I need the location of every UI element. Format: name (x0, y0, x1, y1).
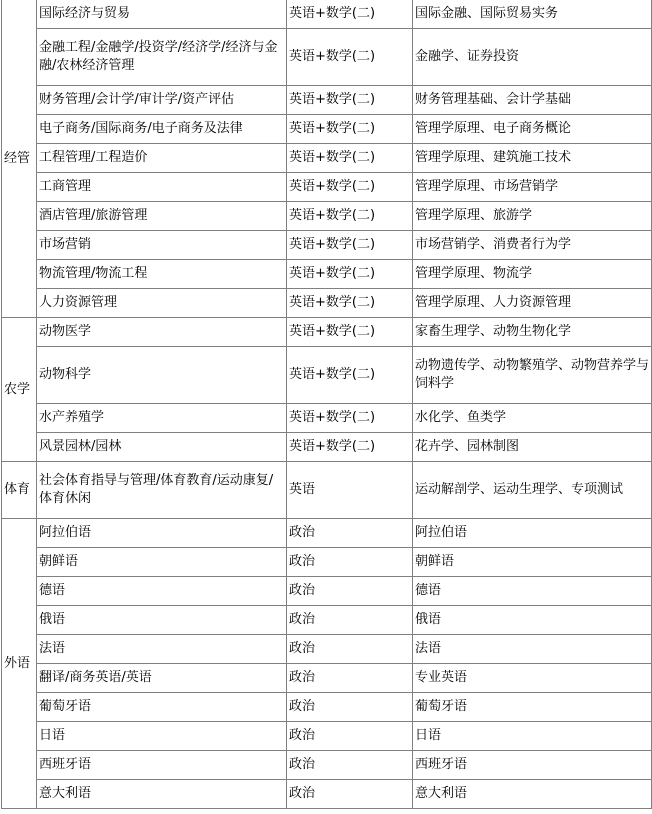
category-cell: 体育 (2, 462, 37, 519)
exam-cell: 英语+数学(二) (287, 115, 413, 144)
professional-cell: 管理学原理、市场营销学 (413, 173, 652, 202)
major-cell: 工商管理 (37, 173, 287, 202)
professional-cell: 管理学原理、电子商务概论 (413, 115, 652, 144)
exam-cell: 政治 (287, 577, 413, 606)
exam-cell: 英语+数学(二) (287, 231, 413, 260)
professional-cell: 朝鲜语 (413, 548, 652, 577)
professional-cell: 西班牙语 (413, 751, 652, 780)
exam-cell: 英语+数学(二) (287, 433, 413, 462)
major-cell: 俄语 (37, 606, 287, 635)
exam-cell: 英语+数学(二) (287, 260, 413, 289)
professional-cell: 管理学原理、建筑施工技术 (413, 144, 652, 173)
major-cell: 阿拉伯语 (37, 519, 287, 548)
table-row (2, 693, 652, 722)
table-row (2, 462, 652, 519)
professional-cell: 国际金融、国际贸易实务 (413, 0, 652, 29)
exam-cell: 英语+数学(二) (287, 202, 413, 231)
table-row (2, 404, 652, 433)
table-row (2, 664, 652, 693)
table-row (2, 29, 652, 86)
table-row (2, 289, 652, 318)
table-row (2, 606, 652, 635)
professional-cell: 水化学、鱼类学 (413, 404, 652, 433)
major-cell: 朝鲜语 (37, 548, 287, 577)
table-row (2, 751, 652, 780)
professional-cell: 意大利语 (413, 780, 652, 809)
major-cell: 动物医学 (37, 318, 287, 347)
exam-cell: 英语+数学(二) (287, 173, 413, 202)
major-cell: 财务管理/会计学/审计学/资产评估 (37, 86, 287, 115)
major-cell: 日语 (37, 722, 287, 751)
exam-cell: 英语 (287, 462, 413, 519)
major-cell: 意大利语 (37, 780, 287, 809)
table-row (2, 433, 652, 462)
professional-cell: 金融学、证券投资 (413, 29, 652, 86)
table-row (2, 635, 652, 664)
major-cell: 工程管理/工程造价 (37, 144, 287, 173)
exam-cell: 英语+数学(二) (287, 86, 413, 115)
exam-cell: 政治 (287, 693, 413, 722)
table-row (2, 722, 652, 751)
professional-cell: 阿拉伯语 (413, 519, 652, 548)
major-exam-table (1, 0, 652, 809)
major-cell: 人力资源管理 (37, 289, 287, 318)
major-cell: 德语 (37, 577, 287, 606)
table-row (2, 144, 652, 173)
exam-cell: 英语+数学(二) (287, 289, 413, 318)
professional-cell: 管理学原理、物流学 (413, 260, 652, 289)
professional-cell: 管理学原理、人力资源管理 (413, 289, 652, 318)
exam-cell: 政治 (287, 664, 413, 693)
exam-cell: 政治 (287, 780, 413, 809)
major-cell: 翻译/商务英语/英语 (37, 664, 287, 693)
exam-cell: 政治 (287, 548, 413, 577)
professional-cell: 日语 (413, 722, 652, 751)
major-cell: 西班牙语 (37, 751, 287, 780)
major-cell: 电子商务/国际商务/电子商务及法律 (37, 115, 287, 144)
professional-cell: 市场营销学、消费者行为学 (413, 231, 652, 260)
table-row (2, 318, 652, 347)
major-cell: 金融工程/金融学/投资学/经济学/经济与金融/农林经济管理 (37, 29, 287, 86)
table-row (2, 231, 652, 260)
table-row (2, 173, 652, 202)
exam-cell: 英语+数学(二) (287, 144, 413, 173)
table-row (2, 202, 652, 231)
major-cell: 市场营销 (37, 231, 287, 260)
professional-cell: 财务管理基础、会计学基础 (413, 86, 652, 115)
table-row (2, 260, 652, 289)
category-cell: 经管 (2, 0, 37, 318)
table-row (2, 780, 652, 809)
major-cell: 水产养殖学 (37, 404, 287, 433)
exam-cell: 英语+数学(二) (287, 347, 413, 404)
major-cell: 法语 (37, 635, 287, 664)
professional-cell: 家畜生理学、动物生物化学 (413, 318, 652, 347)
exam-cell: 政治 (287, 751, 413, 780)
major-cell: 国际经济与贸易 (37, 0, 287, 29)
professional-cell: 专业英语 (413, 664, 652, 693)
major-cell: 动物科学 (37, 347, 287, 404)
exam-cell: 政治 (287, 519, 413, 548)
major-cell: 风景园林/园林 (37, 433, 287, 462)
exam-cell: 英语+数学(二) (287, 0, 413, 29)
professional-cell: 葡萄牙语 (413, 693, 652, 722)
table-row (2, 347, 652, 404)
exam-cell: 英语+数学(二) (287, 404, 413, 433)
major-cell: 物流管理/物流工程 (37, 260, 287, 289)
table-body (2, 0, 652, 809)
major-cell: 酒店管理/旅游管理 (37, 202, 287, 231)
table-row (2, 0, 652, 29)
exam-cell: 英语+数学(二) (287, 318, 413, 347)
exam-cell: 政治 (287, 722, 413, 751)
professional-cell: 运动解剖学、运动生理学、专项测试 (413, 462, 652, 519)
category-cell: 外语 (2, 519, 37, 809)
professional-cell: 俄语 (413, 606, 652, 635)
table-row (2, 519, 652, 548)
major-cell: 社会体育指导与管理/体育教育/运动康复/体育休闲 (37, 462, 287, 519)
professional-cell: 法语 (413, 635, 652, 664)
table-row (2, 577, 652, 606)
professional-cell: 管理学原理、旅游学 (413, 202, 652, 231)
professional-cell: 动物遗传学、动物繁殖学、动物营养学与饲料学 (413, 347, 652, 404)
exam-cell: 政治 (287, 606, 413, 635)
major-cell: 葡萄牙语 (37, 693, 287, 722)
professional-cell: 花卉学、园林制图 (413, 433, 652, 462)
professional-cell: 德语 (413, 577, 652, 606)
table-row (2, 548, 652, 577)
category-cell: 农学 (2, 318, 37, 462)
exam-cell: 政治 (287, 635, 413, 664)
table-row (2, 86, 652, 115)
exam-cell: 英语+数学(二) (287, 29, 413, 86)
table-row (2, 115, 652, 144)
